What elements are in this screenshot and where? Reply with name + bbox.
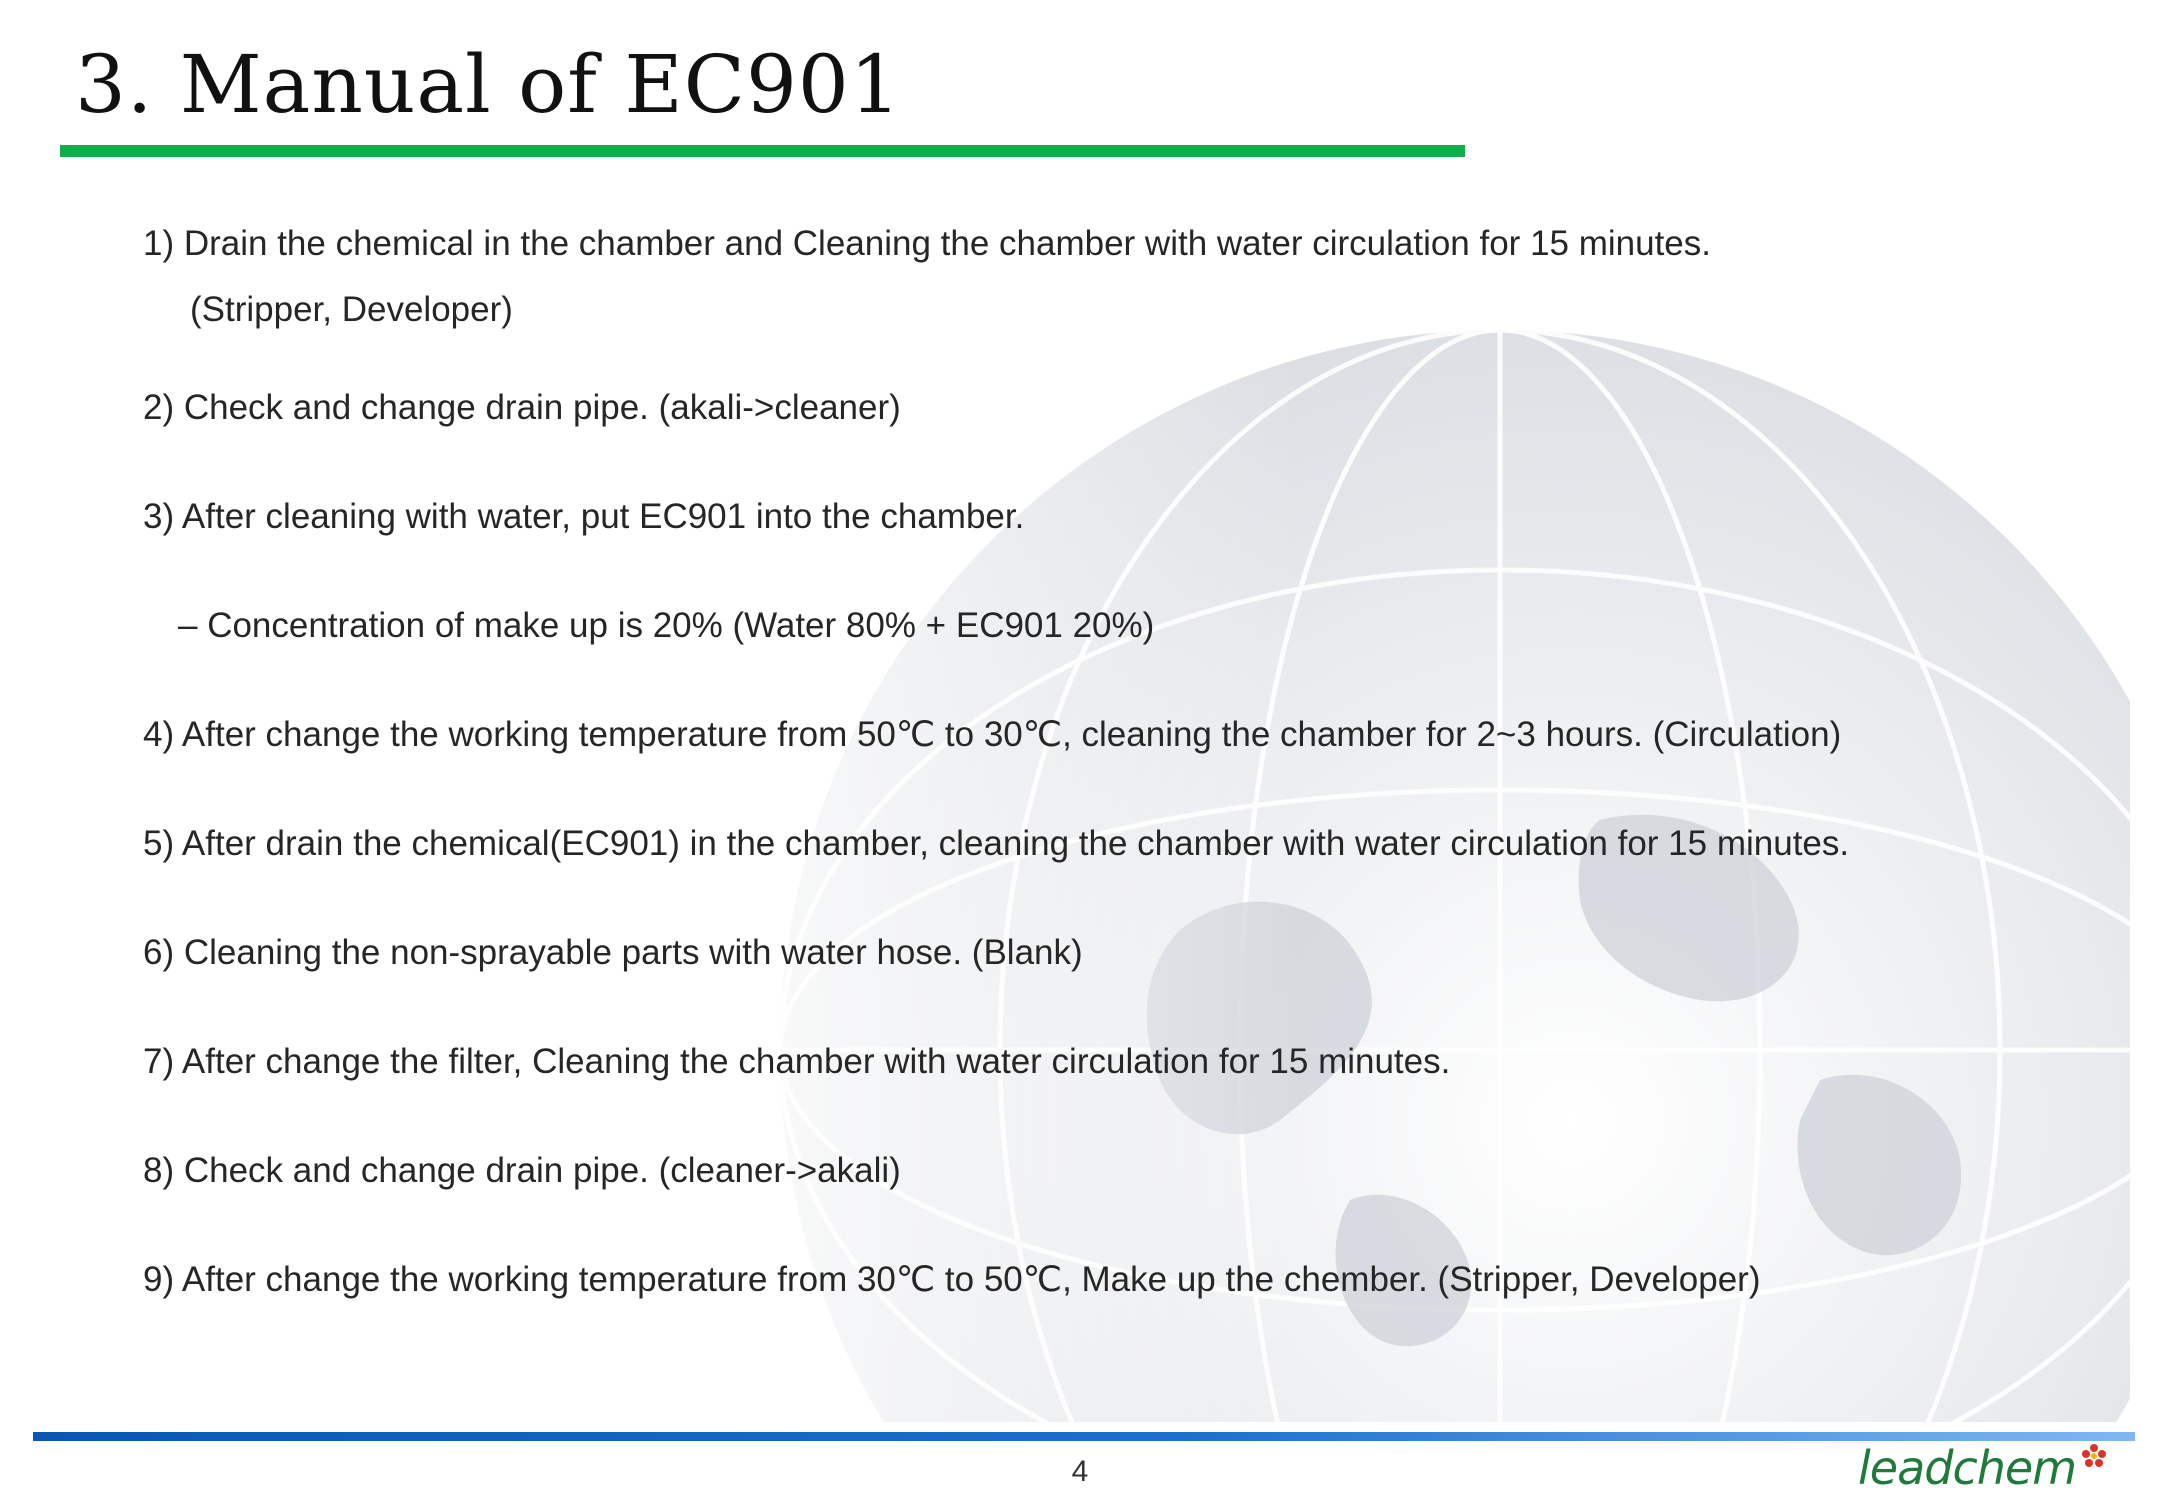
list-item: 7) After change the filter, Cleaning the chamber with water circulation for 15 minutes. xyxy=(143,1042,1451,1081)
list-item: (Stripper, Developer) xyxy=(190,290,513,329)
list-item: – Concentration of make up is 20% (Water 80% + EC901 20%) xyxy=(178,606,1155,645)
list-item: 3) After cleaning with water, put EC901 into the chamber. xyxy=(143,497,1025,536)
list-item: 1) Drain the chemical in the chamber and Cleaning the chamber with water circulation for 15 minutes. xyxy=(143,224,1711,263)
leadchem-logo xyxy=(1858,1440,2118,1496)
logo-wordmark: leadchem xyxy=(1858,1441,2077,1495)
title-underline xyxy=(60,145,1465,157)
page-number: 4 xyxy=(1071,1455,1089,1488)
list-item: 4) After change the working temperature from 50℃ to 30℃, cleaning the chamber for 2~3 hours. (Circulation) xyxy=(143,715,1842,754)
logo-flower-icon xyxy=(2082,1444,2106,1467)
list-item: 6) Cleaning the non-sprayable parts with water hose. (Blank) xyxy=(143,933,1083,972)
page-title: 3. Manual of EC901 xyxy=(75,38,902,131)
list-item: 2) Check and change drain pipe. (akali->cleaner) xyxy=(143,388,901,427)
list-item: 9) After change the working temperature from 30℃ to 50℃, Make up the chember. (Stripper, Developer) xyxy=(143,1260,1761,1299)
footer-rule xyxy=(33,1432,2135,1441)
list-item: 5) After drain the chemical(EC901) in the chamber, cleaning the chamber with water circulation for 15 minutes. xyxy=(143,824,1850,863)
list-item: 8) Check and change drain pipe. (cleaner->akali) xyxy=(143,1151,901,1190)
